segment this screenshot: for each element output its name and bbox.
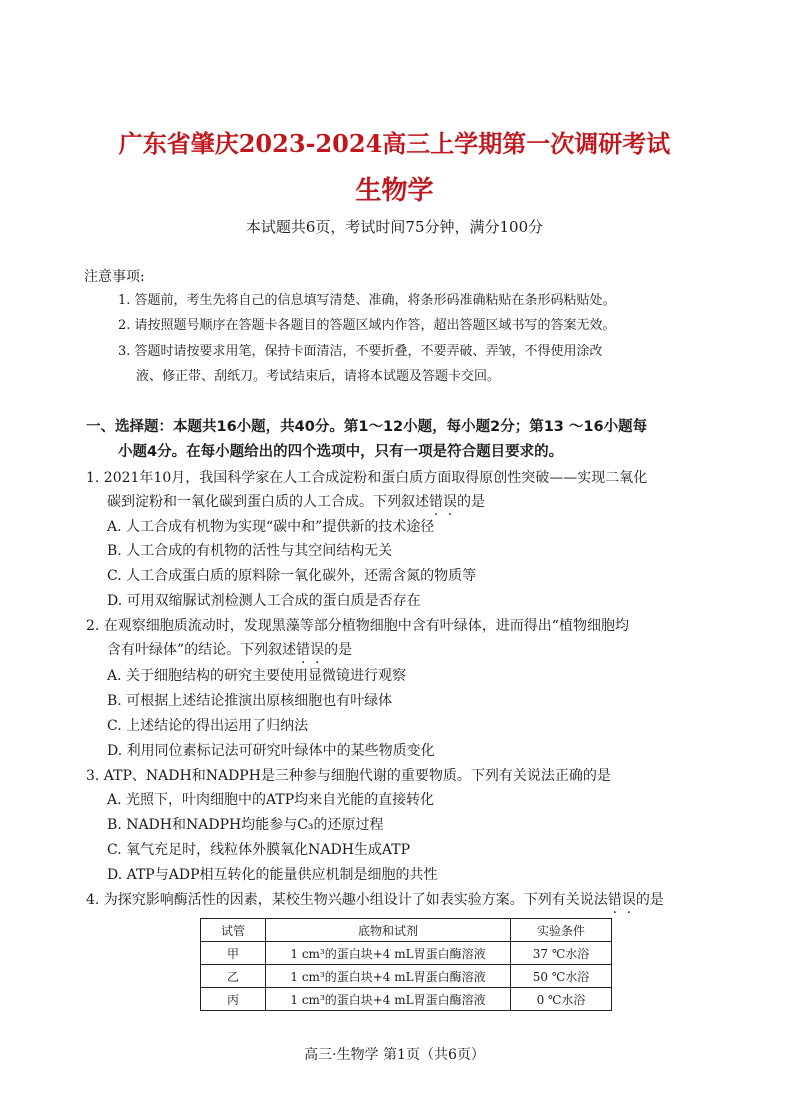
page-footer: 高三·生物学 第1页（共6页） <box>304 1047 485 1063</box>
emphasis-char: 误 <box>621 892 636 908</box>
table-header: 试管 <box>201 919 266 942</box>
question-2-option-d: D. 利用同位素标记法可研究叶绿体中的某些物质变化 <box>107 743 435 759</box>
table-header: 底物和试剂 <box>266 919 511 942</box>
note-item: 1. 答题前，考生先将自己的信息填写清楚、准确，将条形码准确粘贴在条形码粘贴处。 <box>118 293 616 308</box>
question-3-option-d: D. ATP与ADP相互转化的能量供应机制是细胞的共性 <box>107 867 438 883</box>
note-item-continued: 液、修正带、刮纸刀。考试结束后，请将本试题及答题卡交回。 <box>136 369 501 384</box>
table-row <box>201 965 612 988</box>
exam-title: 广东省肇庆2023-2024高三上学期第一次调研考试 <box>118 129 671 158</box>
question-1-option-c: C. 人工合成蛋白质的原料除一氧化碳外，还需含氮的物质等 <box>107 568 477 584</box>
table-row <box>201 988 612 1011</box>
stem-text: 含有叶绿体”的结论。下列叙述 <box>107 642 297 658</box>
stem-text: 的是 <box>635 892 664 908</box>
exam-info: 本试题共6页，考试时间75分钟，满分100分 <box>245 218 544 236</box>
question-1-stem: 1. 2021年10月，我国科学家在人工合成淀粉和蛋白质方面取得原创性突破——实现二氧化 <box>86 470 648 486</box>
table-header-row <box>201 919 612 942</box>
question-3-option-c: C. 氧气充足时，线粒体外膜氧化NADH生成ATP <box>107 842 411 858</box>
question-3-option-a: A. 光照下，叶肉细胞中的ATP均来自光能的直接转化 <box>107 792 435 808</box>
stem-text: 碳到淀粉和一氧化碳到蛋白质的人工合成。下列叙述 <box>107 494 429 510</box>
question-4-stem <box>86 889 664 911</box>
question-1-stem-cont <box>107 491 485 513</box>
emphasis-char: 错 <box>429 494 443 510</box>
question-1-option-a: A. 人工合成有机物为实现“碳中和”提供新的技术途径 <box>107 519 435 535</box>
question-2-stem-cont <box>107 639 352 661</box>
table-cell: 1 cm³的蛋白块+4 mL胃蛋白酶溶液 <box>266 965 511 988</box>
table-cell: 0 ℃水浴 <box>511 988 612 1011</box>
note-item: 3. 答题时请按要求用笔，保持卡面清洁，不要折叠，不要弄破、弄皱，不得使用涂改 <box>118 344 603 359</box>
subject-title: 生物学 <box>355 176 434 206</box>
emphasis-char: 误 <box>310 642 325 658</box>
stem-text: 的是 <box>324 642 353 658</box>
section-heading-line1: 一、选择题：本题共16小题，共40分。第1～12小题，每小题2分；第13 ～16小题每 <box>86 419 648 435</box>
stem-text: 的是 <box>457 494 485 510</box>
emphasis-char: 错 <box>607 892 622 908</box>
section-heading-line2: 小题4分。在每小题给出的四个选项中，只有一项是符合题目要求的。 <box>118 444 564 460</box>
notes-heading: 注意事项: <box>84 269 145 285</box>
table-cell: 50 ℃水浴 <box>511 965 612 988</box>
table-cell: 37 ℃水浴 <box>511 942 612 965</box>
table-row <box>201 942 612 965</box>
table-cell: 丙 <box>201 988 266 1011</box>
table-cell: 1 cm³的蛋白块+4 mL胃蛋白酶溶液 <box>266 942 511 965</box>
stem-text: 4. 为探究影响酶活性的因素，某校生物兴趣小组设计了如表实验方案。下列有关说法 <box>86 892 608 908</box>
emphasis-char: 误 <box>443 494 457 510</box>
question-2-stem: 2. 在观察细胞质流动时，发现黑藻等部分植物细胞中含有叶绿体，进而得出“植物细胞均 <box>86 618 629 634</box>
question-2-option-a: A. 关于细胞结构的研究主要使用显微镜进行观察 <box>107 668 407 684</box>
question-3-stem: 3. ATP、NADH和NADPH是三种参与细胞代谢的重要物质。下列有关说法正确的是 <box>86 768 611 784</box>
emphasis-char: 错 <box>296 642 311 658</box>
note-item: 2. 请按照题号顺序在答题卡各题目的答题区域内作答，超出答题区域书写的答案无效。 <box>118 318 616 333</box>
question-1-option-d: D. 可用双缩脲试剂检测人工合成的蛋白质是否存在 <box>107 593 421 609</box>
question-3-option-b: B. NADH和NADPH均能参与C₃的还原过程 <box>107 817 384 833</box>
question-2-option-b: B. 可根据上述结论推演出原核细胞也有叶绿体 <box>107 693 393 709</box>
table-header: 实验条件 <box>511 919 612 942</box>
table-cell: 乙 <box>201 965 266 988</box>
experiment-table <box>200 918 612 1011</box>
question-2-option-c: C. 上述结论的得出运用了归纳法 <box>107 718 309 734</box>
question-1-option-b: B. 人工合成的有机物的活性与其空间结构无关 <box>107 543 393 559</box>
table-cell: 1 cm³的蛋白块+4 mL胃蛋白酶溶液 <box>266 988 511 1011</box>
table-cell: 甲 <box>201 942 266 965</box>
